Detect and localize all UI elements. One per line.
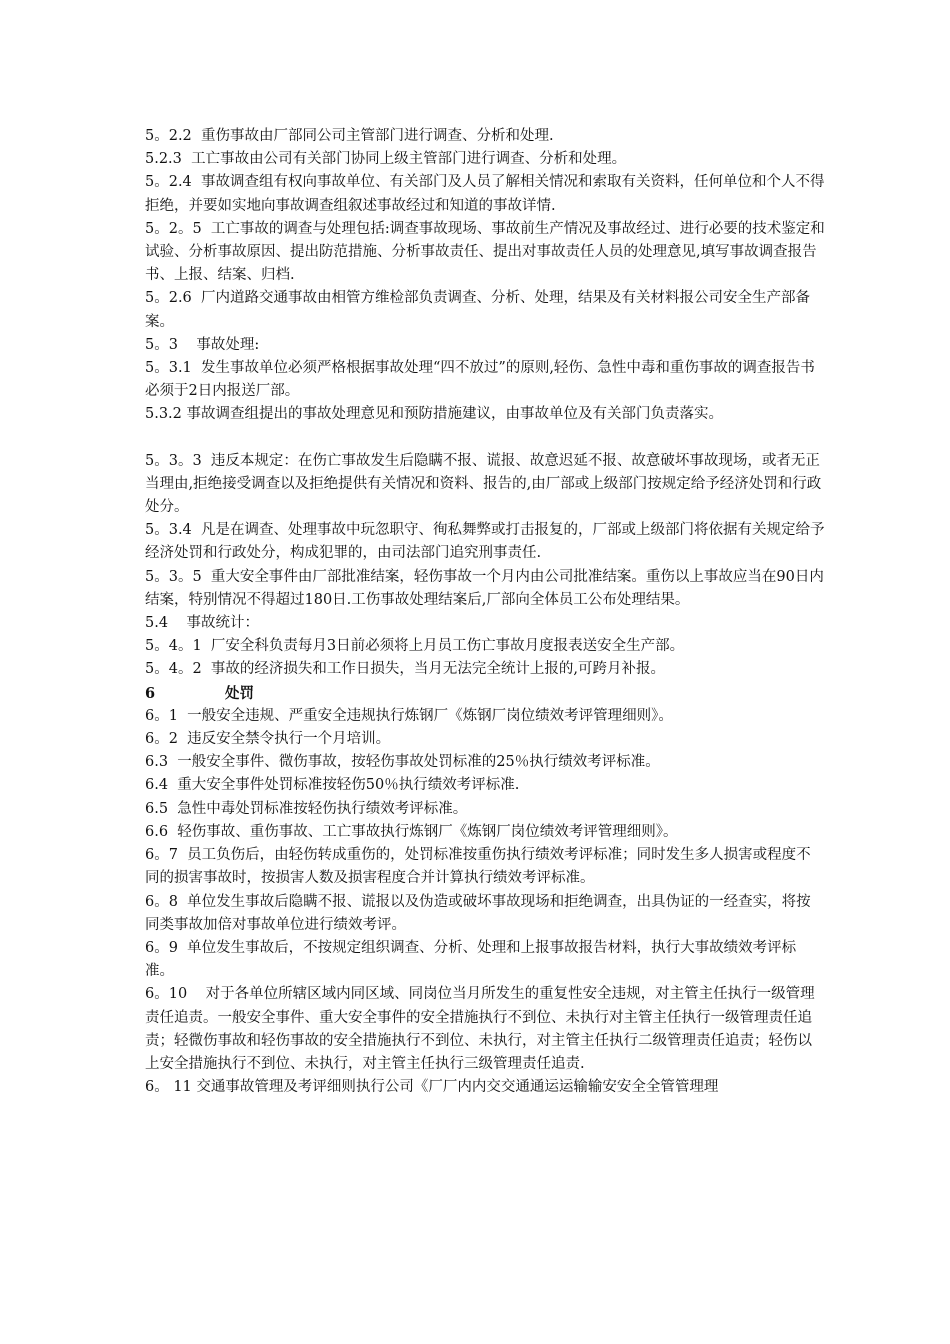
paragraph-5-3-5: 5。3。5 重大安全事件由厂部批准结案，轻伤事故一个月内由公司批准结案。重伤以上事故应当在90日内结案，特别情况不得超过180日.工伤事故处理结案后,厂部向全体员工公布处理结果。 — [145, 568, 824, 608]
section-6-heading — [145, 682, 825, 705]
section-5-3-title: 5。3 事故处理: — [145, 336, 260, 353]
paragraph-5-2-2: 5。2.2 重伤事故由厂部同公司主管部门进行调查、分析和处理. — [145, 128, 554, 144]
paragraph-5-3-2: 5.3.2 事故调查组提出的事故处理意见和预防措施建议，由事故单位及有关部门负责落实。 — [145, 406, 723, 423]
section-5-4-title: 5.4 事故统计： — [145, 615, 259, 632]
paragraph-6-4: 6.4 重大安全事件处罚标准按轻伤50％执行绩效考评标准. — [145, 777, 520, 794]
paragraph-5-3-1: 5。3.1 发生事故单位必须严格根据事故处理“四不放过”的原则,轻伤、急性中毒和重伤事故的调查报告书必须于2日内报送厂部。 — [145, 360, 815, 400]
paragraph-6-2: 6。2 违反安全禁令执行一个月培训。 — [145, 731, 391, 748]
paragraph-6-6: 6.6 轻伤事故、重伤事故、工亡事故执行炼钢厂《炼钢厂岗位绩效考评管理细则》。 — [145, 823, 678, 840]
paragraph-6-7: 6。7 员工负伤后，由轻伤转成重伤的，处罚标准按重伤执行绩效考评标准；同时发生多人损害或程度不同的损害事故时，按损害人数及损害程度合并计算执行绩效考评标准。 — [145, 847, 811, 887]
paragraph-5-3-4: 5。3.4 凡是在调查、处理事故中玩忽职守、徇私舞弊或打击报复的，厂部或上级部门将依据有关规定给予经济处罚和行政处分，构成犯罪的，由司法部门追究刑事责任. — [145, 522, 825, 562]
paragraph-6-3: 6.3 一般安全事件、微伤事故，按轻伤事故处罚标准的25％执行绩效考评标准。 — [145, 754, 660, 771]
paragraph-5-2-3: 5.2.3 工亡事故由公司有关部门协同上级主管部门进行调查、分析和处理。 — [145, 151, 627, 168]
blank-line — [145, 427, 825, 450]
document-page — [145, 125, 825, 1099]
paragraph-5-2-6: 5。2.6 厂内道路交通事故由相管方维检部负责调查、分析、处理，结果及有关材料报公司安全生产部备案。 — [145, 290, 810, 330]
paragraph-6-9: 6。9 单位发生事故后，不按规定组织调查、分析、处理和上报事故报告材料，执行大事故绩效考评标准。 — [145, 939, 797, 980]
paragraph-6-11: 6。 11 交通事故管理及考评细则执行公司《厂厂内内交交通通运运输输安安全全管管理理 — [145, 1079, 719, 1096]
paragraph-5-4-2: 5。4。2 事故的经济损失和工作日损失，当月无法完全统计上报的,可跨月补报。 — [145, 661, 666, 678]
paragraph-6-1: 6。1 一般安全违规、严重安全违规执行炼钢厂《炼钢厂岗位绩效考评管理细则》。 — [145, 707, 673, 724]
paragraph-6-8: 6。8 单位发生事故后隐瞒不报、谎报以及伪造或破坏事故现场和拒绝调查，出具伪证的一经查实，将按同类事故加倍对事故单位进行绩效考评。 — [145, 893, 811, 933]
paragraph-6-10: 6。10 对于各单位所辖区域内同区域、同岗位当月所发生的重复性安全违规，对主管主任执行一级管理责任追责。一般安全事件、重大安全事件的安全措施执行不到位、未执行对主管主任执行一级管理责任追责；轻微伤事故和轻伤事故的安全措施执行不到位、未执行，对主管主任执行二级管理责任追责；轻伤以上安全措施执行不到位、未执行，对主管主任执行三级管理责任追责. — [145, 986, 815, 1072]
paragraph-5-3-3: 5。3。3 违反本规定：在伤亡事故发生后隐瞒不报、谎报、故意迟延不报、故意破坏事故现场，或者无正当理由,拒绝接受调查以及拒绝提供有关情况和资料、报告的,由厂部或上级部门按规定给予经济处罚和行政处分。 — [145, 452, 822, 516]
section-6-title: 处罚 — [225, 684, 254, 702]
paragraph-5-2-4: 5。2.4 事故调查组有权向事故单位、有关部门及人员了解相关情况和索取有关资料，任何单位和个人不得拒绝，并要如实地向事故调查组叙述事故经过和知道的事故详情. — [145, 174, 825, 214]
paragraph-6-5: 6.5 急性中毒处罚标准按轻伤执行绩效考评标准。 — [145, 800, 468, 817]
paragraph-5-2-5: 5。2。5 工亡事故的调查与处理包括:调查事故现场、事故前生产情况及事故经过、进行必要的技术鉴定和试验、分析事故原因、提出防范措施、分析事故责任、提出对事故责任人员的处理意见,填写事故调查报告书、上报、结案、归档. — [145, 220, 825, 284]
paragraph-5-4-1: 5。4。1 厂安全科负责每月3日前必须将上月员工伤亡事故月度报表送安全生产部。 — [145, 638, 685, 655]
section-6-number: 6 — [145, 684, 156, 702]
